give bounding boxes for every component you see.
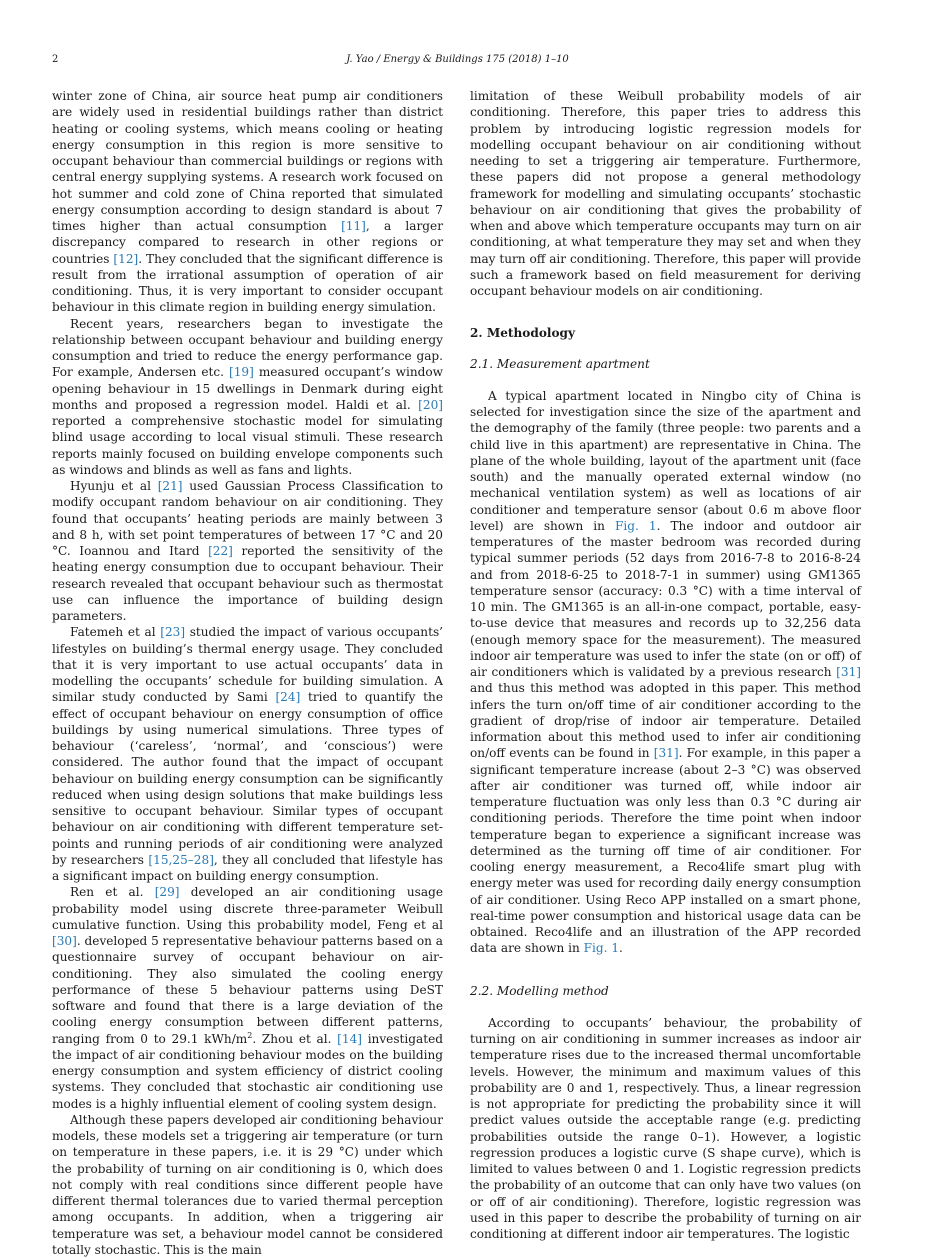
page-header: [52, 54, 863, 70]
running-title: J. Yao / Energy & Buildings 175 (2018) 1–10: [346, 54, 569, 65]
citation-link[interactable]: [20]: [418, 397, 443, 412]
paragraph: Although these papers developed air conditioning behaviour models, these models set a triggering air temperature (or turn on temperature in these papers, i.e. it is 29 °C) under which the probability of turning on air conditioning is 0, which does not comply with real conditions since different people have different thermal tolerances due to varied thermal perception among occupants. In addition, when a triggering air temperature was set, a behaviour model cannot be considered totally stochastic. This is the main: [52, 1112, 443, 1257]
citation-link[interactable]: [23]: [160, 625, 186, 640]
subsection-heading: 2.2. Modelling method: [470, 983, 609, 998]
citation-link[interactable]: [24]: [275, 690, 301, 705]
figure-link[interactable]: Fig. 1: [615, 518, 657, 533]
citation-link[interactable]: [31]: [836, 665, 861, 679]
subsection-heading: 2.1. Measurement apartment: [470, 356, 650, 371]
citation-link[interactable]: [31]: [653, 746, 679, 761]
citation-link[interactable]: [19]: [229, 365, 254, 380]
citation-link[interactable]: [15,25–28]: [148, 852, 214, 867]
right-column: [470, 88, 861, 1242]
citation-link[interactable]: [12]: [113, 251, 139, 266]
superscript: 2: [247, 1030, 253, 1040]
citation-link[interactable]: [30]: [52, 934, 77, 948]
citation-link[interactable]: [29]: [154, 885, 180, 900]
section-heading: 2. Methodology: [470, 326, 576, 341]
paragraph: Hyunju et al [21] used Gaussian Process Classification to modify occupant random behaviour on air conditioning. They found that occupants’ heating periods are mainly between 3 and 8 h, with set point temperatures of between 17 °C and 20 °C. Ioannou and Itard [22] reported the sensitivity of the heating energy consumption due to occupant behaviour. Their research revealed that occupant behaviour such as thermostat use can influence the importance of building design parameters.: [52, 479, 444, 623]
paragraph: winter zone of China, air source heat pump air conditioners are widely used in residential buildings rather than district heating or cooling systems, which means cooling or heating energy consumption in this region is more sensitive to occupant behaviour than commercial buildings or regions with central energy supplying systems. A research work focused on hot summer and cold zone of China reported that simulated energy consumption according to design standard is about 7 times higher than actual consumption [11], a larger discrepancy compared to research in other regions or countries [12]. They concluded that the significant difference is result from the irrational assumption of operation of air conditioning. Thus, it is very important to consider occupant behaviour in this climate region in building energy simulation.: [52, 89, 443, 315]
paragraph: limitation of these Weibull probability models of air conditioning. Therefore, this paper tries to address this problem by introducing logistic regression models for modelling occupant behaviour on air conditioning without needing to set a triggering air temperature. Furthermore, these papers did not propose a general methodology framework for modelling and simulating occupants’ stochastic behaviour on air conditioning that gives the probability of when and above which temperature occupants may turn on air conditioning, at what temperature they may set and when they may turn off air conditioning. Therefore, this paper will provide such a framework based on field measurement for deriving occupant behaviour models on air conditioning.: [470, 89, 861, 298]
citation-link[interactable]: [22]: [208, 544, 233, 558]
paragraph: A typical apartment located in Ningbo city of China is selected for investigation since the size of the apartment and the demography of the family (three people: two parents and a child live in this apartment) are representative in China. The plane of the whole building, layout of the apartment unit (face south) and the manually operated external window (no mechanical ventilation system) as well as locations of air conditioner and temperature sensor (about 0.6 m above floor level) are shown in Fig. 1. The indoor and outdoor air temperatures of the master bedroom was recorded during typical summer periods (52 days from 2016-7-8 to 2016-8-24 and from 2018-6-25 to 2018-7-1 in summer) using GM1365 temperature sensor (accuracy: 0.3 °C) with a time interval of 10 min. The GM1365 is an all-in-one compact, portable, easy-to-use device that measures and records up to 32,256 data (enough memory space for the measurement). The measured indoor air temperature was used to infer the state (on or off) of air conditioners which is validated by a previous research [31] and thus this method was adopted in this paper. This method infers the turn on/off time of air conditioner according to the gradient of drop/rise of indoor air temperature. Detailed information about this method used to infer air conditioning on/off events can be found in [31]. For example, in this paper a significant temperature increase (about 2–3 °C) was observed after air conditioner was turned off, while indoor air temperature fluctuation was only less than 0.3 °C during air conditioning periods. Therefore the time point when indoor temperature began to experience a significant increase was determined as the turning off time of air conditioner. For cooling energy measurement, a Reco4life smart plug with energy meter was used for recording daily energy consumption of air conditioner. Using Reco APP installed on a smart phone, real-time power consumption and historical usage data can be obtained. Reco4life and an illustration of the APP recorded data are shown in Fig. 1.: [470, 388, 862, 956]
paragraph: Ren et al. [29] developed an air conditioning usage probability model using discrete three-parameter Weibull cumulative function. Using this probability model, Feng et al [30]. developed 5 representative behaviour patterns based on a questionnaire survey of occupant behaviour on air-conditioning. They also simulated the cooling energy performance of these 5 behaviour patterns using DeST software and found that there is a large deviation of the cooling energy consumption between different patterns, ranging from 0 to 29.1 kWh/$m^2$. Zhou et al. [14] investigated the impact of air conditioning behaviour modes on the building energy consumption and system efficiency of district cooling systems. They concluded that stochastic air conditioning use modes is a highly influential element of cooling system design.: [52, 885, 443, 1111]
figure-link[interactable]: Fig. 1: [583, 941, 620, 956]
page-number: 2: [52, 54, 59, 65]
paragraph: Fatemeh et al [23] studied the impact of various occupants’ lifestyles on building’s thermal energy usage. They concluded that it is very important to use actual occupants’ data in modelling the occupants’ schedule for building simulation. A similar study conducted by Sami [24] tried to quantify the effect of occupant behaviour on energy consumption of office buildings by using numerical simulations. Three types of behaviour (‘careless’, ‘normal’, and ‘conscious’) were considered. The author found that the impact of occupant behaviour on building energy consumption can be significantly reduced when using design solutions that make buildings less sensitive to occupant behaviour. Similar types of occupant behaviour on air conditioning with different temperature set-points and running periods of air conditioning were analyzed by researchers [15,25–28], they all concluded that lifestyle has a significant impact on building energy consumption.: [52, 625, 444, 883]
paragraph: According to occupants’ behaviour, the probability of turning on air conditioning in summer increases as indoor air temperature rises due to the increased thermal uncomfortable levels. However, the minimum and maximum values of this probability are 0 and 1, respectively. Thus, a linear regression is not appropriate for predicting the probability since it will predict values outside the acceptable range (e.g. predicting probabilities outside the range 0–1). However, a logistic regression produces a logistic curve (S shape curve), which is limited to values between 0 and 1. Logistic regression predicts the probability of an outcome that can only have two values (on or off of air conditioning). Therefore, logistic regression was used in this paper to describe the probability of turning on air conditioning at different indoor air temperatures. The logistic: [470, 1015, 861, 1241]
citation-link[interactable]: [21]: [157, 479, 183, 493]
citation-link[interactable]: [14]: [337, 1031, 362, 1046]
left-column: [52, 88, 443, 1258]
citation-link[interactable]: [11]: [341, 219, 366, 233]
paragraph: Recent years, researchers began to investigate the relationship between occupant behaviour and building energy consumption and tried to reduce the energy performance gap. For example, Andersen etc. [19] measured occupant’s window opening behaviour in 15 dwellings in Denmark during eight months and proposed a regression model. Haldi et al. [20] reported a comprehensive stochastic model for simulating blind usage according to local visual stimuli. These research reports mainly focused on building envelope components such as windows and blinds as well as fans and lights.: [52, 316, 443, 477]
